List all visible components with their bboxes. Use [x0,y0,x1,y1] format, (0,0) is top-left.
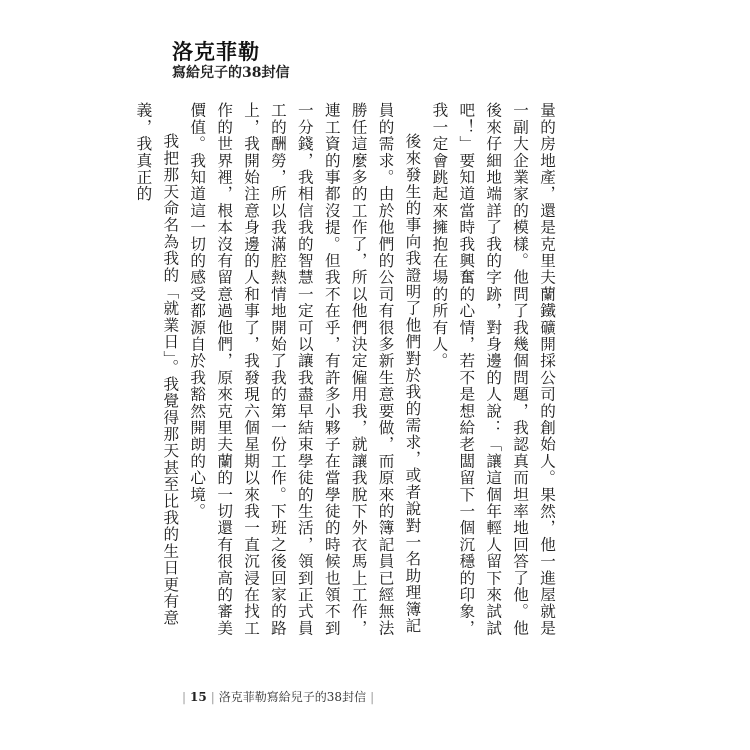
footer-book-title: 洛克菲勒寫給兒子的38封信 [218,690,367,704]
footer-divider: | [210,690,215,704]
vertical-body-text [134,102,560,650]
paragraph: 我把那天命名為我的「就業日」。我覺得那天甚至比我的生日更有意義，我真正的 [134,102,180,627]
page-footer [178,689,378,705]
running-header [172,40,289,82]
header-title: 洛克菲勒 [172,39,260,64]
page-number: 15 [190,690,207,704]
footer-divider: | [182,690,187,704]
footer-divider: | [370,690,375,704]
header-subtitle: 寫給兒子的38封信 [172,65,290,81]
paragraph: 量的房地產，還是克里夫蘭鐵礦開採公司的創始人。果然，他一進屋就是一副大企業家的模樣。他問了我幾個問題，我認真而坦率地回答了他。他後來仔細地端詳了我的字跡，對身邊的人說：「讓這個年輕人留下來試試吧！」要知道當時我興奮的心情，若不是想給老闆留下一個沉穩的印象，我一定會跳起來擁抱在場的所有人。 [430,102,556,637]
paragraph: 後來發生的事向我證明了他們對於我的需求，或者說對一名助理簿記員的需求。由於他們的公司有很多新生意要做，而原來的簿記員已經無法勝任這麼多的工作了，所以他們決定僱用我，就讓我脫下外衣馬上工作，連工資的事都沒提。但我不在乎，有許多小夥子在當學徒的時候也領不到一分錢，我相信我的智慧一定可以讓我盡早結束學徒的生活，領到正式員工的酬勞，所以我滿腔熱情地開始了我的第一份工作。下班之後回家的路上，我開始注意身邊的人和事了，我發現六個星期以來我一直沉浸在找工作的世界裡，根本沒有留意過他們，原來克里夫蘭的一切還有很高的審美價值。我知道這一切的感受都源自於我豁然開朗的心境。 [188,102,422,637]
